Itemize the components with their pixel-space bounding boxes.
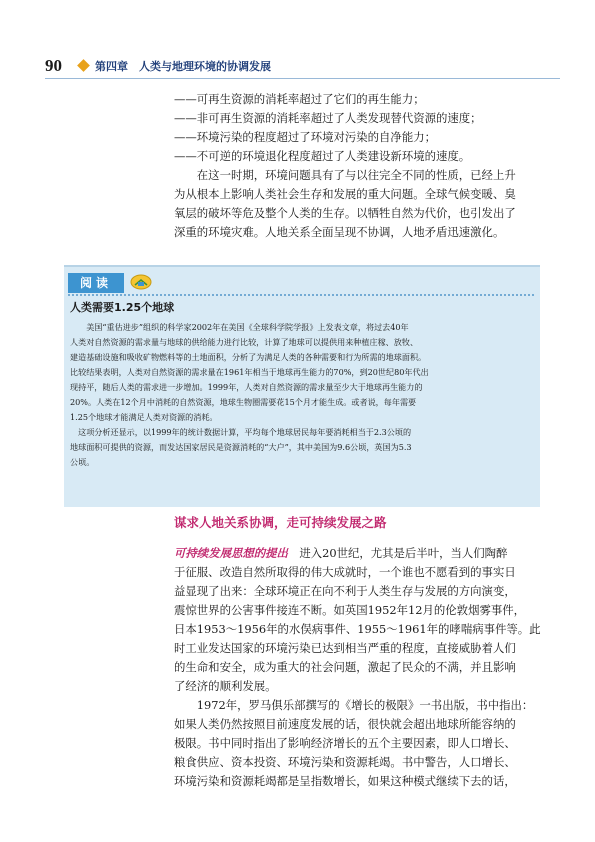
text-line: 比较结果表明，人类对自然资源的需求量在1961年相当于地球再生能力的70%，到20世纪80年代出 [70,367,429,377]
text-line: 粮食供应、资本投资、环境污染和资源耗竭。书中警告，人口增长、 [174,755,516,769]
reading-box [64,265,540,507]
reading-body [70,320,534,470]
reading-title: 人类需要1.25个地球 [70,301,175,314]
text-line: 1972年，罗马俱乐部撰写的《增长的极限》一书出版，书中指出： [174,698,534,712]
section-heading: 谋求人地关系协调，走可持续发展之路 [174,515,387,530]
text-line: 人类对自然资源的需求量与地球的供给能力进行比较，计算了地球可以提供用来种植庄稼、放牧、 [70,337,419,347]
page-header [45,56,560,78]
text-line: 环境污染和资源耗竭都是呈指数增长，如果这种模式继续下去的话， [174,774,516,788]
text-line: 为从根本上影响人类社会生存和发展的重大问题。全球气候变暖、臭 [174,187,516,201]
text-line: 日本1953～1956年的水俣病事件、1955～1961年的哮喘病事件等。此 [174,622,541,636]
section-paragraph [174,544,541,791]
text-line: 美国“重估进步”组织的科学家2002年在美国《全球科学院学报》上发表文章，将过去40年 [70,322,409,332]
text-line: 1.25个地球才能满足人类对资源的消耗。 [70,412,218,422]
reading-tab-label: 阅读 [68,273,124,293]
text-line: 震惊世界的公害事件接连不断。如英国1952年12月的伦敦烟雾事件， [174,603,526,617]
page-number: 90 [45,56,62,75]
chapter-title: 第四章 人类与地理环境的协调发展 [95,60,271,73]
text-line: ——环境污染的程度超过了环境对污染的自净能力； [174,130,436,144]
text-line: 地球面积可提供的资源，而发达国家居民是资源消耗的“大户”，其中美国为9.6公顷，英国为5.3 [70,442,412,452]
first-text-line [174,544,534,563]
side-heading: 可持续发展思想的提出 [174,546,288,560]
text-line: 了经济的顺利发展。 [174,679,277,693]
text-line: 的生命和安全，成为重大的社会问题，激起了民众的不满，并且影响 [174,660,516,674]
book-icon [130,274,152,290]
text-line: 氧层的破坏等危及整个人类的生存。以牺牲自然为代价，也引发出了 [174,206,516,220]
text-line: 深重的环境灾难。人地关系全面呈现不协调，人地矛盾迅速激化。 [174,225,505,239]
text-line: 如果人类仍然按照目前速度发展的话，很快就会超出地球所能容纳的 [174,717,516,731]
text-fragment: 进入20世纪，尤其是后半叶，当人们陶醉 [287,546,508,560]
text-line: 这项分析还显示，以1999年的统计数据计算，平均每个地球居民每年要消耗相当于2.3公顷的 [70,427,412,437]
diamond-icon [77,59,90,72]
text-line: 极限。书中同时指出了影响经济增长的五个主要因素，即人口增长、 [174,736,516,750]
text-line: ——不可逆的环境退化程度超过了人类建设新环境的速度。 [174,149,471,163]
text-line: 建造基础设施和吸收矿物燃料等的土地面积，分析了为满足人类的各种需要和行为所需的地球面积。 [70,352,427,362]
text-line: 在这一时期，环境问题具有了与以往完全不同的性质，已经上升 [174,168,516,182]
intro-paragraph [174,90,534,242]
text-line: ——可再生资源的消耗率超过了它们的再生能力； [174,92,425,106]
text-line: 于征服、改造自然所取得的伟大成就时，一个谁也不愿看到的事实日 [174,565,516,579]
text-line: 现持平，随后人类的需求进一步增加。1999年，人类对自然资源的需求量至少大于地球再生能力的 [70,382,423,392]
text-line: 益显现了出来：全球环境正在向不利于人类生存与发展的方向演变， [174,584,516,598]
text-line: 20%。人类在12个月中消耗的自然资源，地球生物圈需要花15个月才能生成。或者说，每年需要 [70,397,417,407]
text-line: 公顷。 [70,457,95,467]
header-divider [45,78,560,79]
text-line: 时工业发达国家的环境污染已达到相当严重的程度，直接威胁着人们 [174,641,516,655]
reading-divider [68,294,534,296]
text-line: ——非可再生资源的消耗率超过了人类发现替代资源的速度； [174,111,482,125]
